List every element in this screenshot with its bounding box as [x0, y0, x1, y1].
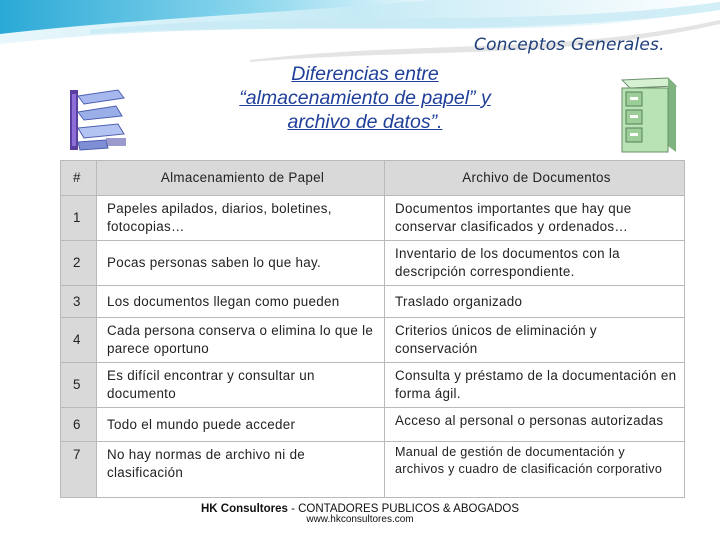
paper-storage-cell: No hay normas de archivo ni de clasificación — [97, 442, 385, 498]
slide-title-line-3: archivo de datos”. — [287, 111, 443, 133]
file-cabinet-icon — [614, 76, 680, 156]
document-archive-cell: Criterios únicos de eliminación y conservación — [385, 318, 685, 363]
document-archive-cell: Traslado organizado — [385, 286, 685, 318]
document-archive-cell — [385, 408, 685, 442]
paper-stack-icon — [66, 86, 128, 154]
paper-storage-cell: Todo el mundo puede acceder — [97, 408, 385, 442]
table-header-row — [61, 161, 685, 196]
row-number: 3 — [61, 286, 97, 318]
slide-title — [190, 62, 540, 134]
document-archive-cell: Manual de gestión de documentación y archivos y cuadro de clasificación corporativo — [385, 442, 685, 498]
document-archive-cell: Consulta y préstamo de la documentación en forma ágil. — [385, 363, 685, 408]
table-row — [61, 408, 685, 442]
footer — [0, 503, 720, 525]
website-link[interactable]: www.hkconsultores.com — [306, 514, 414, 525]
paper-storage-cell: Pocas personas saben lo que hay. — [97, 241, 385, 286]
paper-storage-cell: Cada persona conserva o elimina lo que le parece oportuno — [97, 318, 385, 363]
comparison-table — [60, 160, 685, 498]
paper-storage-cell: Los documentos llegan como pueden — [97, 286, 385, 318]
slide-title-line-1: Diferencias entre — [291, 63, 439, 85]
table-row — [61, 318, 685, 363]
row-number: 5 — [61, 363, 97, 408]
row-number: 2 — [61, 241, 97, 286]
paper-storage-cell: Papeles apilados, diarios, boletines, fotocopias… — [97, 196, 385, 241]
column-header-number: # — [61, 161, 97, 196]
slide-title-line-2: “almacenamiento de papel” y — [239, 87, 491, 109]
paper-storage-cell: Es difícil encontrar y consultar un documento — [97, 363, 385, 408]
document-archive-cell: Documentos importantes que hay que conservar clasificados y ordenados… — [385, 196, 685, 241]
table-row — [61, 241, 685, 286]
company-name: HK Consultores — [200, 503, 288, 515]
column-header-paper-storage: Almacenamiento de Papel — [97, 161, 385, 196]
table-row — [61, 196, 685, 241]
document-archive-cell-text: Acceso al personal o personas autorizadas — [395, 413, 664, 428]
table-row — [61, 363, 685, 408]
row-number: 7 — [61, 442, 97, 498]
row-number: 6 — [61, 408, 97, 442]
company-tagline: - CONTADORES PUBLICOS & ABOGADOS — [287, 503, 520, 515]
column-header-document-archive: Archivo de Documentos — [385, 161, 685, 196]
row-number: 4 — [61, 318, 97, 363]
table-row — [61, 286, 685, 318]
section-title: Conceptos Generales. — [474, 35, 665, 55]
row-number: 1 — [61, 196, 97, 241]
table-row — [61, 442, 685, 498]
document-archive-cell: Inventario de los documentos con la descripción correspondiente. — [385, 241, 685, 286]
